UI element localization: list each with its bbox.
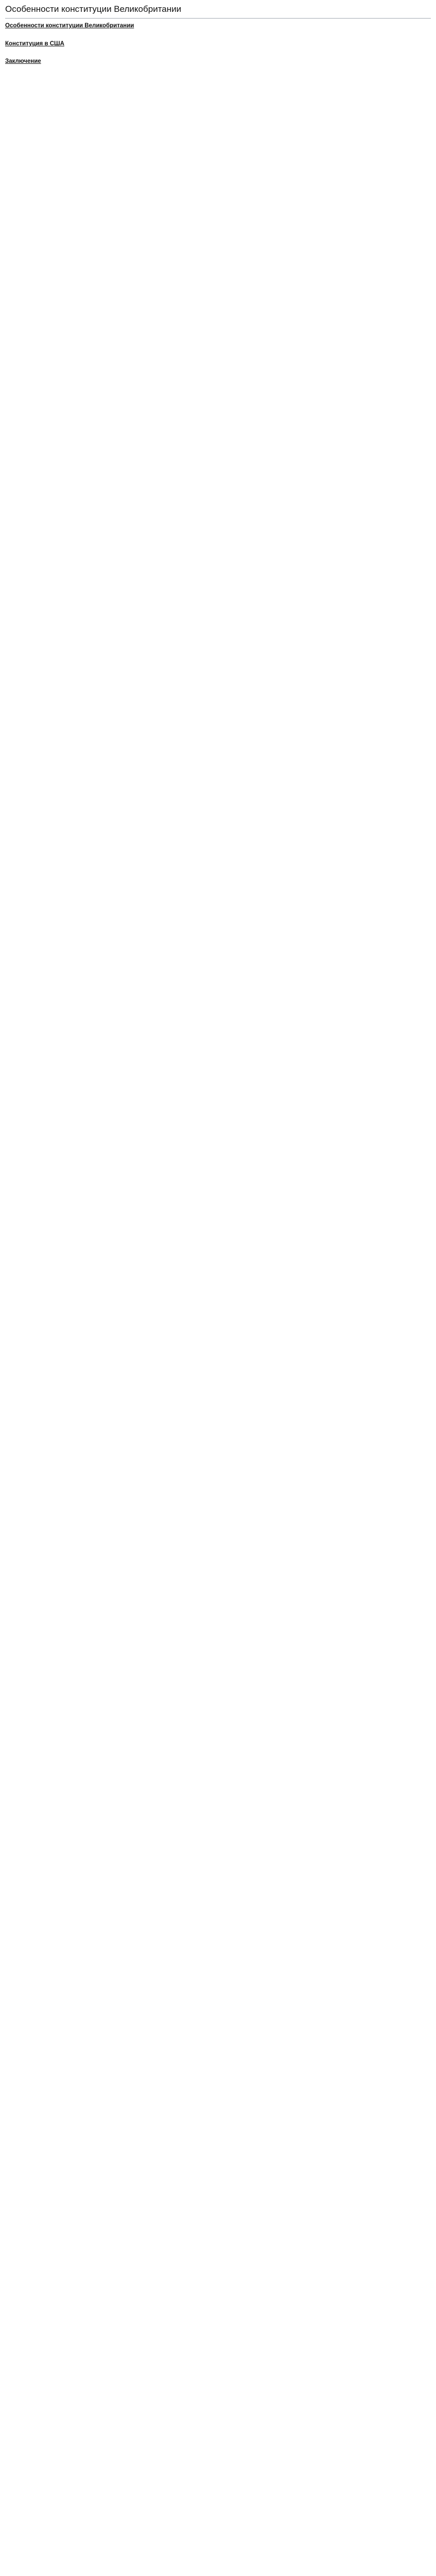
document-section (5, 40, 431, 48)
document-section (5, 22, 431, 30)
document-section (5, 57, 431, 66)
section-heading: Особенности конституции Великобритании (5, 22, 134, 29)
page-title: Особенности конституции Великобритании (5, 3, 431, 19)
section-heading: Заключение (5, 58, 41, 65)
section-heading: Конституция в США (5, 40, 64, 47)
document-body (5, 22, 431, 66)
